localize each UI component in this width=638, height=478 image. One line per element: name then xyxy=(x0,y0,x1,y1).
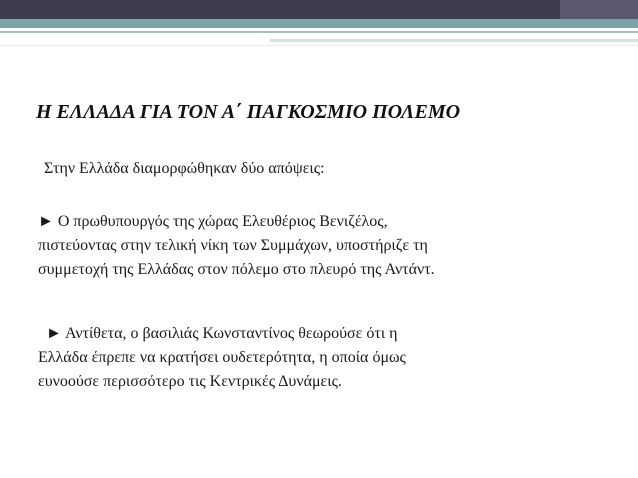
paragraph-line: ► Ο πρωθυπουργός της χώρας Ελευθέριος Βενιζέλος, xyxy=(38,213,388,230)
paragraph-line: ευνοούσε περισσότερο τις Κεντρικές Δυνάμεις. xyxy=(38,373,342,390)
header-line xyxy=(0,45,638,46)
paragraph-line: ► Αντίθετα, ο βασιλιάς Κωνσταντίνος θεωρούσε ότι η xyxy=(46,325,398,342)
header-line xyxy=(270,39,638,42)
header-band-accent xyxy=(560,0,638,19)
paragraph-konstantinos xyxy=(38,322,618,394)
paragraph-line: πιστεύοντας στην τελική νίκη των Συμμάχων, υποστήριζε τη xyxy=(38,237,428,254)
paragraph-line: συμμετοχή της Ελλάδας στον πόλεμο στο πλευρό της Αντάντ. xyxy=(38,261,435,278)
header-band-teal xyxy=(0,19,638,28)
slide-title: Η ΕΛΛΑΔΑ ΓΙΑ ΤΟΝ Α΄ ΠΑΓΚΟΣΜΙΟ ΠΟΛΕΜΟ xyxy=(36,101,461,123)
paragraph-venizelos xyxy=(38,210,618,282)
paragraph-line: Ελλάδα έπρεπε να κρατήσει ουδετερότητα, η οποία όμως xyxy=(38,349,406,366)
header-band-dark xyxy=(0,0,638,19)
intro-text: Στην Ελλάδα διαμορφώθηκαν δύο απόψεις: xyxy=(44,160,325,177)
header-line xyxy=(0,31,638,33)
